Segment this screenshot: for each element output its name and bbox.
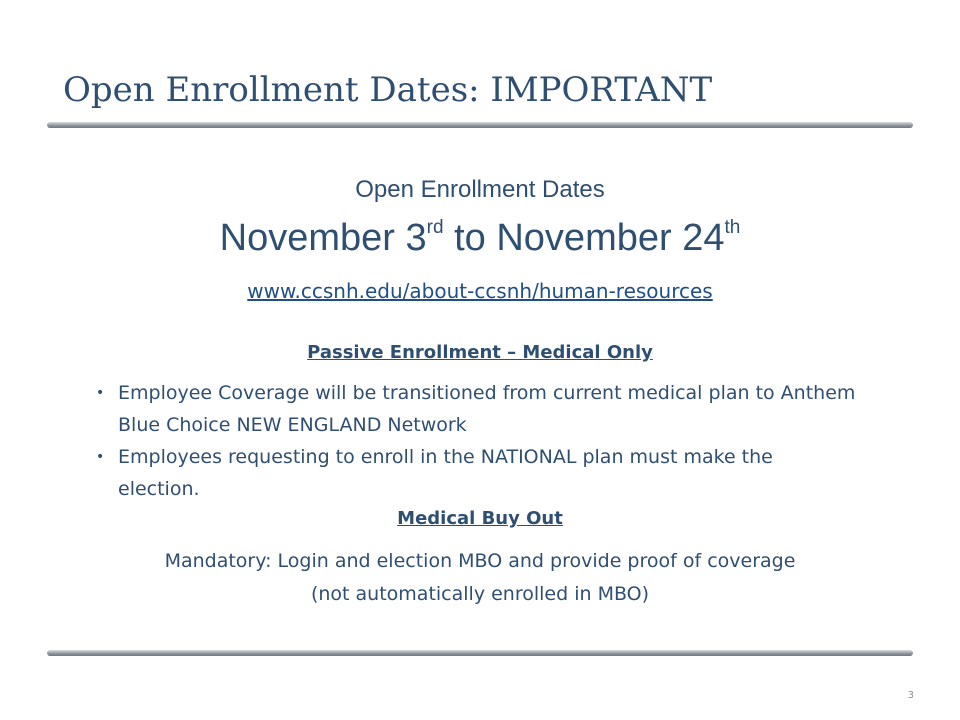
list-item: [96, 441, 856, 505]
bullet-list: [96, 377, 856, 505]
start-date-suffix: rd: [426, 216, 444, 238]
end-date: to November 24: [443, 217, 725, 259]
bullet-text: Employee Coverage will be transitioned from current medical plan to Anthem Blue Choice NEW ENGLAND Network: [118, 382, 856, 436]
mandatory-line-1: Mandatory: Login and election MBO and provide proof of coverage: [164, 550, 796, 572]
bullet-icon: •: [96, 449, 105, 465]
mandatory-note: [0, 545, 960, 611]
slide-title: Open Enrollment Dates: IMPORTANT: [63, 70, 713, 110]
title-divider: [47, 122, 913, 128]
footer-divider: [47, 650, 913, 656]
enrollment-dates: [0, 217, 960, 260]
enrollment-subtitle: Open Enrollment Dates: [355, 176, 605, 203]
start-date: November 3: [219, 217, 427, 259]
hr-website-link[interactable]: www.ccsnh.edu/about-ccsnh/human-resources: [247, 279, 713, 303]
list-item: [96, 377, 856, 441]
bullet-icon: •: [96, 385, 105, 401]
medical-buy-out-heading: Medical Buy Out: [397, 508, 563, 529]
end-date-suffix: th: [724, 216, 741, 238]
mandatory-line-2: (not automatically enrolled in MBO): [310, 583, 650, 605]
page-number: 3: [907, 690, 914, 701]
bullet-text: Employees requesting to enroll in the NATIONAL plan must make the election.: [118, 446, 773, 500]
passive-enrollment-heading: Passive Enrollment – Medical Only: [307, 342, 653, 363]
